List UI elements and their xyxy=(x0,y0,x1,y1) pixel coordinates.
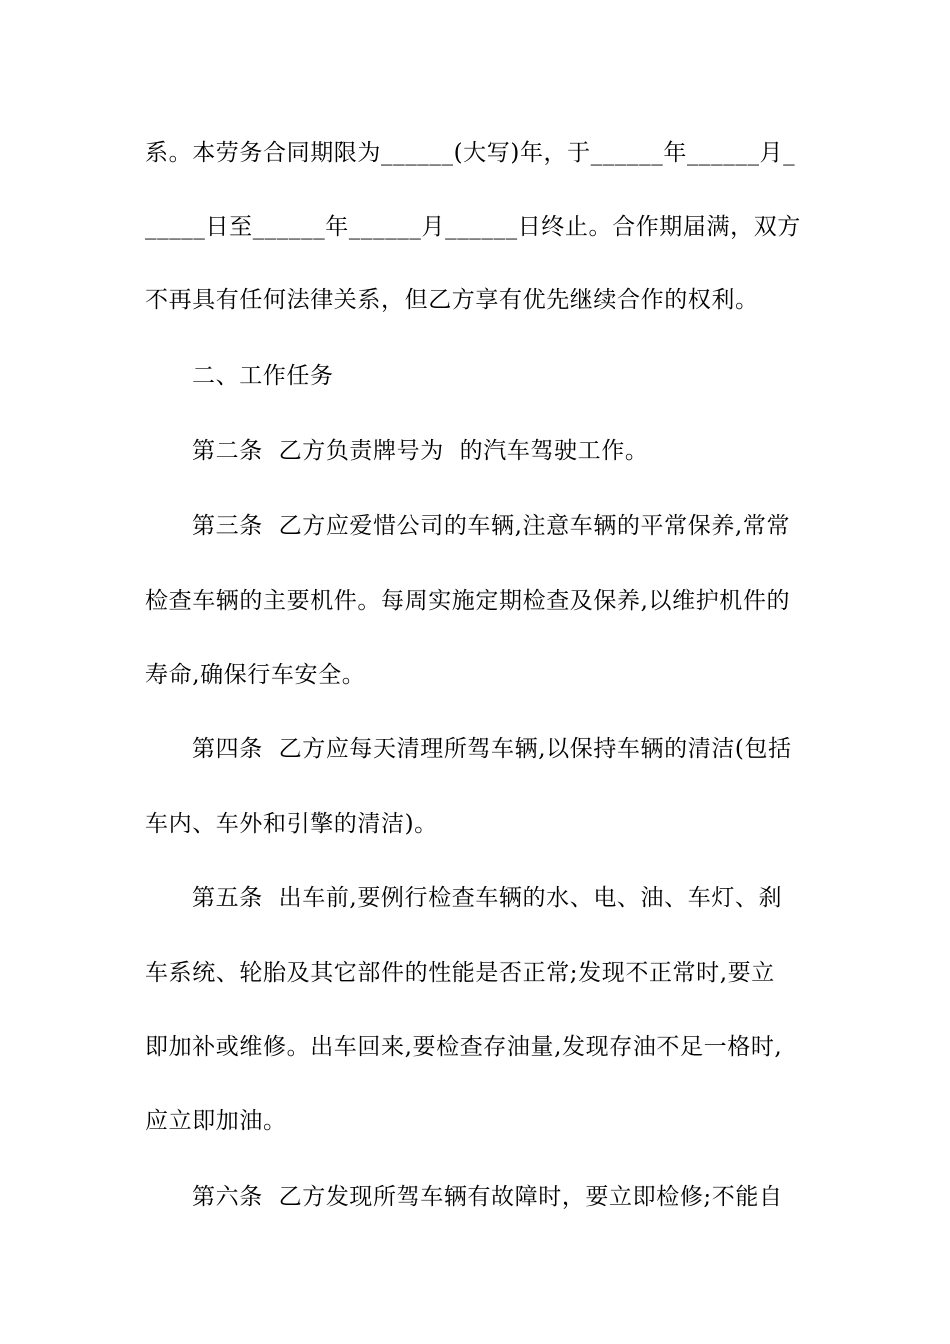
article-3-line-2: 检查车辆的主要机件。每周实施定期检查及保养,以维护机件的 xyxy=(145,588,791,614)
contract-term-line-2: _____日至______年______月______日终止。合作期届满，双方 xyxy=(145,214,801,240)
article-4-line-2: 车内、车外和引擎的清洁)。 xyxy=(145,811,438,837)
article-5-line-3: 即加补或维修。出车回来,要检查存油量,发现存油不足一格时, xyxy=(145,1034,783,1060)
article-5-line-2: 车系统、轮胎及其它部件的性能是否正常;发现不正常时,要立 xyxy=(145,960,775,986)
article-5-line-1: 第五条 出车前,要例行检查车辆的水、电、油、车灯、刹 xyxy=(192,885,783,911)
article-3-line-3: 寿命,确保行车安全。 xyxy=(145,662,366,688)
article-5-line-4: 应立即加油。 xyxy=(145,1108,287,1134)
article-6-line-1: 第六条 乙方发现所驾车辆有故障时，要立即检修;不能自 xyxy=(192,1184,783,1210)
contract-term-line-3: 不再具有任何法律关系，但乙方享有优先继续合作的权利。 xyxy=(145,287,759,313)
contract-term-line-1: 系。本劳务合同期限为______(大写)年，于______年______月_ xyxy=(145,140,796,166)
section-heading-work-tasks: 二、工作任务 xyxy=(192,363,334,389)
article-4-line-1: 第四条 乙方应每天清理所驾车辆,以保持车辆的清洁(包括 xyxy=(192,736,792,762)
article-3-line-1: 第三条 乙方应爱惜公司的车辆,注意车辆的平常保养,常常 xyxy=(192,513,791,539)
article-2-line-1: 第二条 乙方负责牌号为 的汽车驾驶工作。 xyxy=(192,438,649,464)
